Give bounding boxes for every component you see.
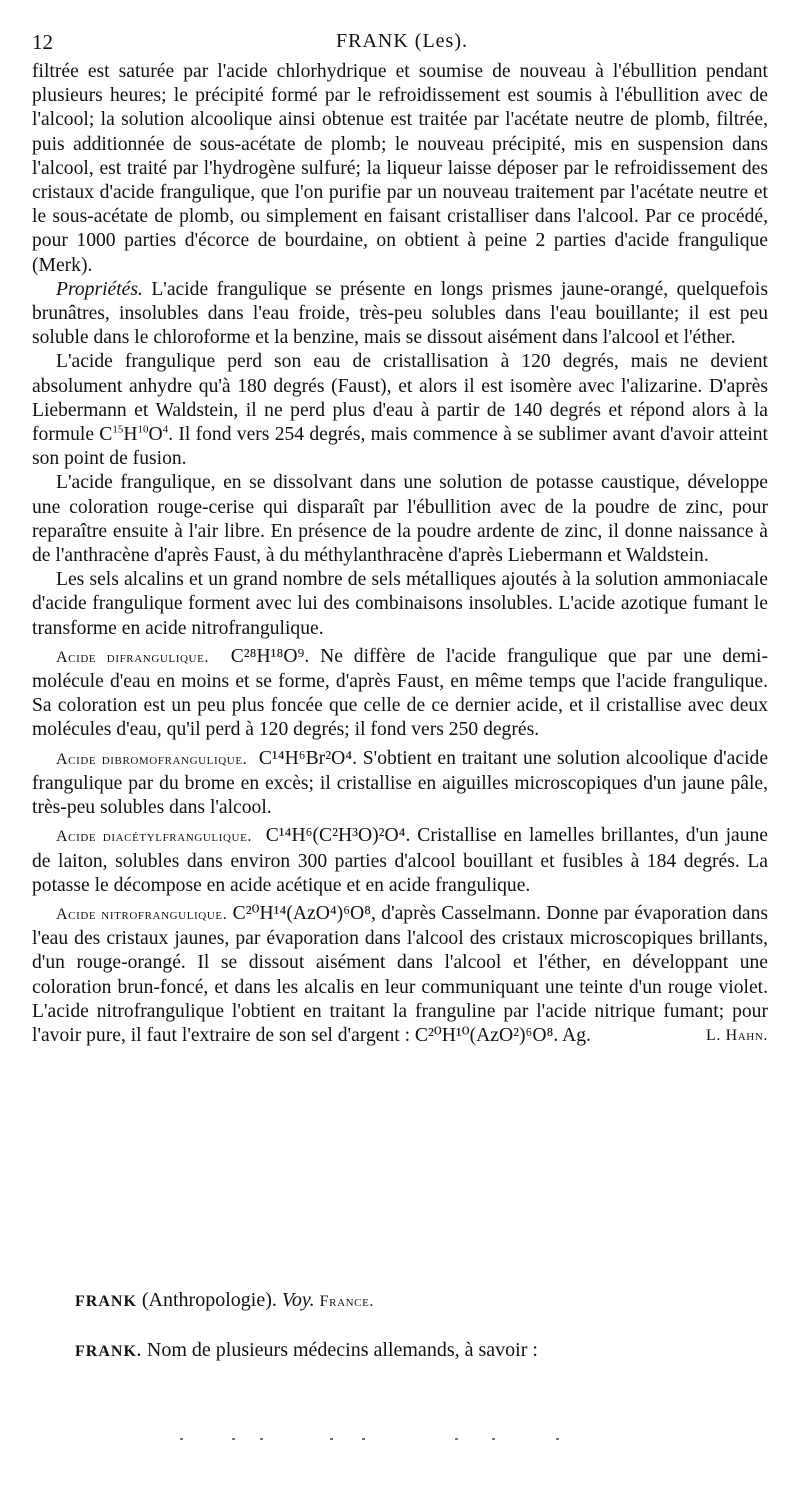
entry-text: (Anthropologie). (141, 1289, 277, 1311)
compound-formula-difrangulique: C²⁸H¹⁸O⁹. (230, 645, 310, 667)
compound-name-difrangulique: Acide difrangulique. (56, 648, 209, 666)
compound-name-nitrofrangulique: Acide nitrofrangulique. (56, 905, 228, 923)
body-text (32, 60, 768, 1048)
compound-formula-dibromofrangulique: C¹⁴H⁶Br²O⁴. (258, 747, 357, 769)
compound-formula-nitrofrangulique: C²⁰H¹⁴(AzO⁴)⁶O⁸, (232, 902, 376, 924)
page-header (32, 30, 772, 58)
compound-name-diacetylfrangulique: Acide diacétylfrangulique. (56, 828, 252, 846)
scan-artifact-dots (0, 1438, 800, 1448)
page-number: 12 (32, 30, 53, 54)
paragraph-preparation-end: filtrée est saturée par l'acide chlorhydrique et soumise de nouveau à l'ébullition pendant plusieurs heures; le précipité formé par le refroidissement est soumis à l'ébullition avec de l'alcool; la solution alcoolique ainsi obtenue est traitée par l'acétate neutre de plomb, filtrée, puis additionnée de sous-acétate de plomb; le nouveau précipité, mis en suspension dans l'alcool, est traité par l'hydrogène sulfuré; la liqueur laisse déposer par le refroidissement des cristaux d'acide frangulique, que l'on purifie par un nouveau traitement par l'acétate neutre et le sous-acétate de plomb, ou simplement en faisant cristalliser dans l'alcool. Par ce procédé, pour 1000 parties d'écorce de bourdaine, on obtient à peine 2 parties d'acide frangulique (Merk). (32, 61, 768, 276)
entry-acide-diacetylfrangulique: Acide diacétylfrangulique. C¹⁴H⁶(C²H³O)²O⁴. Cristallise en lamelles brillantes, d'un jaune de laiton, solubles dans environ 300 parties d'alcool bouillant et fusibles à 184 degrés. La potasse le décompose en acide acétique et en acide frangulique. (32, 825, 769, 896)
entry-acide-dibromofrangulique: Acide dibromofrangulique. C¹⁴H⁶Br²O⁴. S'obtient en traitant une solution alcoolique d'acide frangulique par du brome en excès; il cristallise en aiguilles microscopiques d'un jaune pâle, très-peu solubles dans l'alcool. (32, 747, 769, 819)
paragraph-sels-alcalins: Les sels alcalins et un grand nombre de sels métalliques ajoutés à la solution ammoniacale d'acide frangulique forment avec lui des combinaisons insolubles. L'acide azotique fumant le transforme en acide nitrofrangulique. (32, 569, 768, 639)
author-signature: L. Hahn. (706, 1026, 768, 1044)
paragraph-crystallisation: L'acide frangulique perd son eau de cristallisation à 120 degrés, mais ne devient absolument anhydre qu'à 180 degrés (Faust), et alors il est isomère avec l'alizarine. D'après Liebermann et Waldstein, il ne perd plus d'eau à partir de 140 degrés et répond alors à la formule $C^{15}H^{10}O^4$. Il fond vers 254 degrés, mais commence à se sublimer avant d'avoir atteint son point de fusion. (32, 351, 768, 470)
entry-frank-anthropologie (75, 1285, 765, 1321)
paragraph-potasse: L'acide frangulique, en se dissolvant dans une solution de potasse caustique, développe une coloration rouge-cerise qui disparaît par l'ébullition avec de la poudre de zinc, pour reparaître ensuite à l'air libre. En présence de la poudre ardente de zinc, il donne naissance à de l'anthracène d'après Faust, à du méthylanthracène d'après Liebermann et Waldstein. (32, 472, 768, 567)
entry-headword: FRANK (75, 1293, 137, 1310)
entry-acide-nitrofrangulique: Acide nitrofrangulique. C²⁰H¹⁴(AzO⁴)⁶O⁸, d'après Casselmann. Donne par évaporation dans l'eau des cristaux jaunes, par évaporation dans l'alcool des cristaux microscopiques brillants, d'un rouge-orangé. Il se dissout aisément dans l'alcool et l'éther, en développant une coloration brun-foncé, et dans les alcalis en leur communiquant une teinte d'un rouge violet. L'acide nitrofrangulique l'obtient en traitant la franguline par l'acide nitrique fumant; pour l'avoir pure, il faut l'extraire de son sel d'argent : C²⁰H¹⁰(AzO²)⁶O⁸. Ag. L. Hahn. (32, 902, 768, 1048)
entry-headword: FRANK. (75, 1343, 142, 1360)
compound-formula-diacetylfrangulique: C¹⁴H⁶(C²H³O)²O⁴. (265, 825, 411, 847)
entry-ref: France. (319, 1293, 375, 1310)
entry-text: Nom de plusieurs médecins allemands, à savoir : (146, 1339, 538, 1361)
entry-ref-italic: Voy. (281, 1289, 315, 1311)
running-title: FRANK (Les). (336, 30, 468, 52)
section-label-proprietes: Propriétés. (56, 278, 143, 300)
entry-frank-medecins (75, 1335, 765, 1371)
entry-acide-difrangulique: Acide difrangulique. C²⁸H¹⁸O⁹. Ne diffère de l'acide frangulique que par une demi-molécule d'eau en moins et se forme, d'après Faust, en même temps que l'acide frangulique. Sa coloration est un peu plus foncée que celle de ce dernier acide, et il cristallise avec deux molécules d'eau, qu'il perd à 120 degrés; il fond vers 250 degrés. (32, 645, 768, 741)
compound-name-dibromofrangulique: Acide dibromofrangulique. (56, 750, 248, 768)
paragraph-proprietes-text: L'acide frangulique se présente en longs prismes jaune-orangé, quelquefois brunâtres, insolubles dans l'eau froide, très-peu solubles dans l'eau bouillante; il est peu soluble dans le chloroforme et la benzine, mais se dissout aisément dans l'alcool et l'éther. (32, 278, 768, 349)
paragraph-proprietes (32, 278, 768, 351)
dictionary-entries (75, 1285, 765, 1371)
